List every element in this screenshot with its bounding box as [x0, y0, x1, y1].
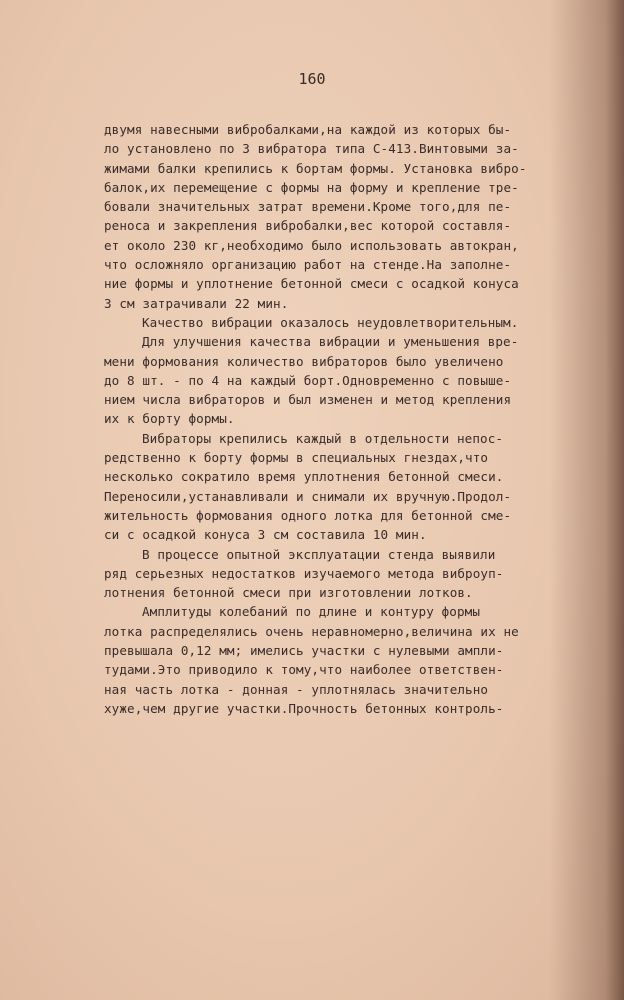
text-line: лотка распределялись очень неравномерно,величина их не	[104, 623, 519, 639]
text-line: Переносили,устанавливали и снимали их вручную.Продол-	[104, 488, 512, 504]
text-line: двумя навесными вибробалками,на каждой из которых бы-	[104, 122, 512, 137]
text-line: Амплитуды колебаний по длине и контуру формы	[142, 604, 481, 620]
body-text	[104, 120, 574, 718]
text-line: бовали значительных затрат времени.Кроме того,для пе-	[104, 199, 512, 215]
text-line: В процессе опытной эксплуатации стенда выявили	[142, 546, 496, 562]
text-line: ряд серьезных недостатков изучаемого метода виброуп-	[104, 565, 504, 581]
text-line: редственно к борту формы в специальных гнездах,что	[104, 450, 489, 466]
text-line: мени формования количество вибраторов было увеличено	[104, 353, 504, 369]
text-line: до 8 шт. - по 4 на каждый борт.Одновременно с повыше-	[104, 372, 512, 388]
text-line: балок,их перемещение с формы на форму и крепление тре-	[104, 179, 519, 195]
text-line: лотнения бетонной смеси при изготовлении лотков.	[104, 585, 473, 601]
text-line: тудами.Это приводило к тому,что наиболее ответствен-	[104, 662, 504, 678]
text-line: си с осадкой конуса 3 см составила 10 мин.	[104, 527, 427, 543]
text-line: превышала 0,12 мм; имелись участки с нулевыми ампли-	[104, 643, 504, 659]
text-line: что осложняло организацию работ на стенде.На заполне-	[104, 257, 512, 273]
text-line: жимами балки крепились к бортам формы. Установка вибро-	[104, 160, 527, 176]
text-line: жительность формования одного лотка для бетонной сме-	[104, 507, 512, 523]
text-line: ная часть лотка - донная - уплотнялась значительно	[104, 681, 489, 697]
page-number: 160	[298, 70, 326, 88]
text-line: 3 см затрачивали 22 мин.	[104, 295, 289, 311]
text-line: нием числа вибраторов и был изменен и метод крепления	[104, 392, 512, 408]
text-line: ет около 230 кг,необходимо было использовать автокран,	[104, 237, 519, 253]
text-line: Вибраторы крепились каждый в отдельности непос-	[142, 430, 504, 446]
text-line: ло установлено по 3 вибратора типа С-413.Винтовыми за-	[104, 141, 519, 157]
text-line: их к борту формы.	[104, 411, 235, 427]
text-line: Для улучшения качества вибрации и уменьшения вре-	[142, 334, 519, 350]
text-line: Качество вибрации оказалось неудовлетворительным.	[142, 314, 519, 330]
text-line: хуже,чем другие участки.Прочность бетонных контроль-	[104, 700, 504, 716]
text-line: реноса и закрепления вибробалки,вес которой составля-	[104, 218, 512, 234]
text-line: ние формы и уплотнение бетонной смеси с осадкой конуса	[104, 276, 519, 292]
text-line: несколько сократило время уплотнения бетонной смеси.	[104, 469, 504, 485]
